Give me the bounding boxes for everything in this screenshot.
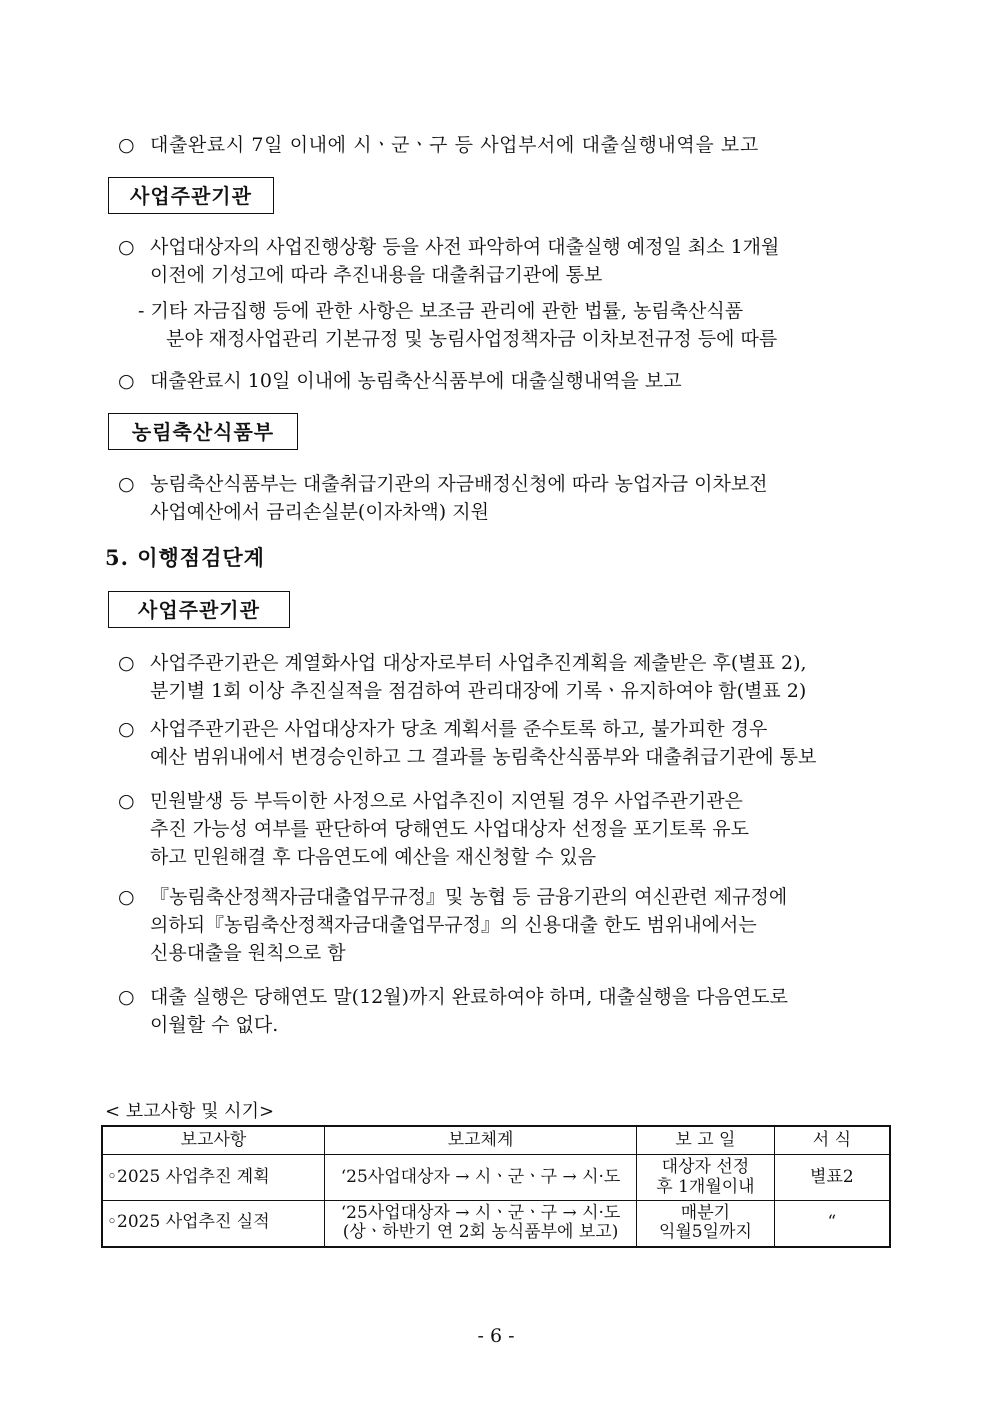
table-header: 보고체계 <box>324 1126 636 1155</box>
table-cell-date-line: 후 1개월이내 <box>656 1176 755 1197</box>
paragraph-p7-line2: 추진 가능성 여부를 판단하여 당해연도 사업대상자 선정을 포기토록 유도 <box>150 818 749 840</box>
section-box-ministry: 농림축산식품부 <box>108 413 298 450</box>
bullet-p6: ○ <box>118 718 135 740</box>
paragraph-p7-line1: 민원발생 등 부득이한 사정으로 사업추진이 지연될 경우 사업주관기관은 <box>150 790 743 812</box>
section-box-organizer: 사업주관기관 <box>108 177 274 214</box>
paragraph-p2-sub-line2: 분야 재정사업관리 기본규정 및 농림사업정책자금 이차보전규정 등에 따름 <box>166 328 778 350</box>
paragraph-p9-line2: 이월할 수 없다. <box>150 1014 279 1036</box>
bullet-p2: ○ <box>118 236 135 258</box>
table-cell-form: “ <box>774 1201 890 1247</box>
table-header-row <box>102 1126 890 1155</box>
table-cell-flow-line: ‘25사업대상자 → 시ㆍ군ㆍ구 → 시·도 <box>340 1202 621 1223</box>
bullet-p4: ○ <box>118 473 135 495</box>
table-cell-date <box>637 1201 775 1247</box>
table-header: 보 고 일 <box>637 1126 775 1155</box>
table-cell-date <box>637 1155 775 1201</box>
table-cell-date-line: 매분기 <box>680 1202 731 1223</box>
table-row <box>102 1201 890 1247</box>
paragraph-p7-line3: 하고 민원해결 후 다음연도에 예산을 재신청할 수 있음 <box>150 846 597 868</box>
paragraph-p8-line1: 『농림축산정책자금대출업무규정』및 농협 등 금융기관의 여신관련 제규정에 <box>150 886 788 908</box>
paragraph-p3-line1: 대출완료시 10일 이내에 농림축산식품부에 대출실행내역을 보고 <box>150 370 682 392</box>
table-cell-form: 별표2 <box>774 1155 890 1201</box>
table-cell-item: ◦2025 사업추진 실적 <box>102 1201 324 1247</box>
bullet-p9: ○ <box>118 986 135 1008</box>
report-schedule-table <box>101 1125 891 1248</box>
paragraph-p2-sub-line1: - 기타 자금집행 등에 관한 사항은 보조금 관리에 관한 법률, 농림축산식품 <box>138 300 744 322</box>
section-heading-5: 5. 이행점검단계 <box>105 545 265 570</box>
section-box-organizer-2: 사업주관기관 <box>108 591 290 628</box>
paragraph-p4-line1: 농림축산식품부는 대출취급기관의 자금배정신청에 따라 농업자금 이차보전 <box>150 473 768 495</box>
table-cell-flow <box>324 1201 636 1247</box>
paragraph-p9-line1: 대출 실행은 당해연도 말(12월)까지 완료하여야 하며, 대출실행을 다음연도로 <box>150 986 788 1008</box>
table-row <box>102 1155 890 1201</box>
bullet-p1: ○ <box>118 134 135 156</box>
table-cell-item: ◦2025 사업추진 계획 <box>102 1155 324 1201</box>
table-cell-flow-line: (상ㆍ하반기 연 2회 농식품부에 보고) <box>342 1222 619 1243</box>
bullet-p8: ○ <box>118 886 135 908</box>
table-header: 보고사항 <box>102 1126 324 1155</box>
paragraph-p2-line2: 이전에 기성고에 따라 추진내용을 대출취급기관에 통보 <box>150 264 603 286</box>
table-cell-flow <box>324 1155 636 1201</box>
paragraph-p1-line1: 대출완료시 7일 이내에 시ㆍ군ㆍ구 등 사업부서에 대출실행내역을 보고 <box>150 134 759 156</box>
table-cell-flow-line: ‘25사업대상자 → 시ㆍ군ㆍ구 → 시·도 <box>340 1166 621 1187</box>
paragraph-p5-line2: 분기별 1회 이상 추진실적을 점검하여 관리대장에 기록ㆍ유지하여야 함(별표 2) <box>150 680 807 702</box>
paragraph-p8-line2: 의하되『농림축산정책자금대출업무규정』의 신용대출 한도 범위내에서는 <box>150 914 757 936</box>
paragraph-p2-line1: 사업대상자의 사업진행상황 등을 사전 파악하여 대출실행 예정일 최소 1개월 <box>150 236 780 258</box>
bullet-p7: ○ <box>118 790 135 812</box>
table-cell-date-line: 대상자 선정 <box>661 1156 750 1177</box>
paragraph-p4-line2: 사업예산에서 금리손실분(이자차액) 지원 <box>150 501 489 523</box>
paragraph-p5-line1: 사업주관기관은 계열화사업 대상자로부터 사업추진계획을 제출받은 후(별표 2), <box>150 652 807 674</box>
bullet-p5: ○ <box>118 652 135 674</box>
page-number: - 6 - <box>477 1325 515 1347</box>
bullet-p3: ○ <box>118 370 135 392</box>
table-header: 서 식 <box>774 1126 890 1155</box>
paragraph-p6-line1: 사업주관기관은 사업대상자가 당초 계획서를 준수토록 하고, 불가피한 경우 <box>150 718 768 740</box>
paragraph-p8-line3: 신용대출을 원칙으로 함 <box>150 942 346 964</box>
table-caption: < 보고사항 및 시기> <box>105 1101 275 1122</box>
paragraph-p6-line2: 예산 범위내에서 변경승인하고 그 결과를 농림축산식품부와 대출취급기관에 통보 <box>150 746 817 768</box>
table-cell-date-line: 익월5일까지 <box>658 1222 752 1243</box>
